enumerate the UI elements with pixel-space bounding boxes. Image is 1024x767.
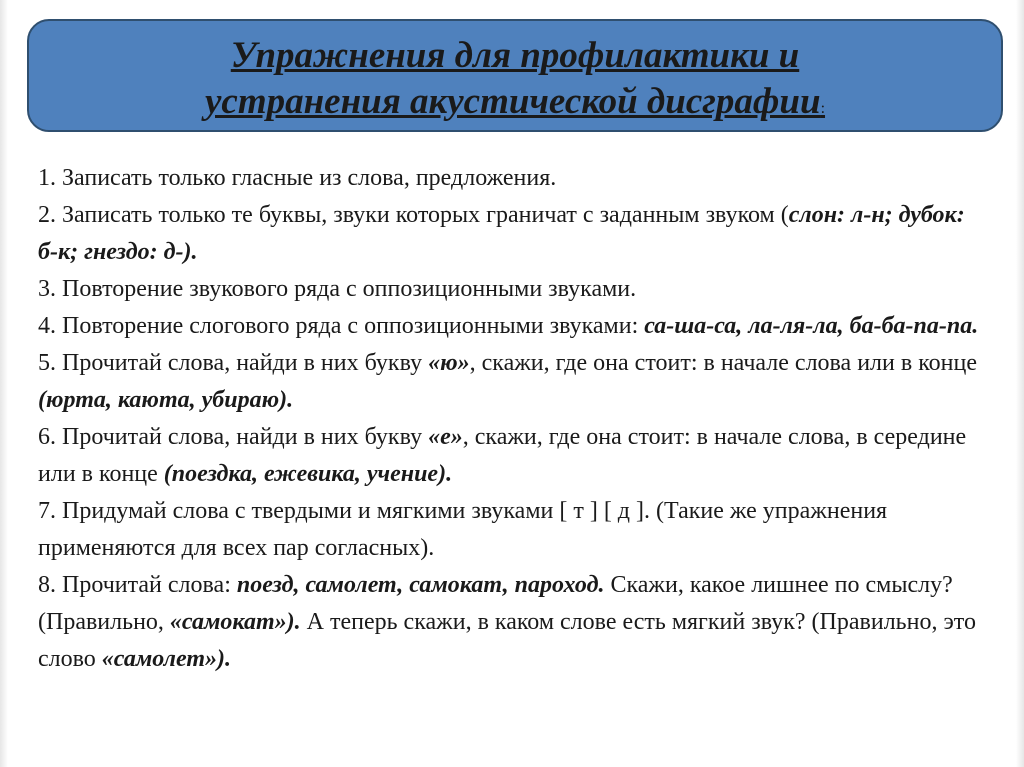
exercise-text: 4. Повторение слогового ряда с оппозиционными звуками: [38,313,645,339]
exercise-item [38,567,988,678]
exercise-text: Скажи, какое лишнее по смыслу? (Правильно, [38,572,953,635]
slide-edge-right [1016,0,1024,767]
exercise-text: 7. Придумай слова с твердыми и мягкими звуками [ т ] [ д ]. (Такие же упражнения применяются для всех пар согласных). [38,498,888,561]
exercise-text: , скажи, где она стоит: в начале слова или в конце [469,350,977,376]
exercise-example: са-ша-са, ла-ля-ла, ба-ба-па-па. [644,313,979,339]
title-line-2 [29,79,1001,132]
exercise-item [38,271,988,308]
exercise-answer: «самокат»). [169,609,301,635]
exercise-example: слон: л-н; дубок: б-к; гнездо: д-). [38,202,965,265]
title-colon: : [820,100,826,117]
exercise-text: 5. Прочитай слова, найди в них букву [38,350,429,376]
exercise-answer: «самолет»). [101,646,231,672]
exercise-item [38,419,988,493]
exercise-text: 8. Прочитай слова: [38,572,237,598]
exercise-text: 6. Прочитай слова, найди в них букву [38,424,429,450]
slide-edge-left [0,0,8,767]
exercise-item [38,345,988,419]
exercise-letter: «е» [428,424,463,450]
exercise-text: 2. Записать только те буквы, звуки которых граничат с заданным звуком ( [38,202,789,228]
title-line-1: Упражнения для профилактики и [230,35,800,76]
title-box [27,19,1003,132]
exercise-text: А теперь скажи, в каком слове есть мягкий звук? (Правильно, это слово [38,609,976,672]
exercise-letter: «ю» [428,350,470,376]
exercise-example: (юрта, каюта, убираю). [38,387,294,413]
title-line-2-text: устранения акустической дисграфии [204,81,821,122]
exercise-item [38,308,988,345]
exercise-item [38,197,988,271]
exercise-item [38,160,988,197]
exercise-text: , скажи, где она стоит: в начале слова, в середине или в конце [38,424,967,487]
exercise-item [38,493,988,567]
exercise-text: 1. Записать только гласные из слова, предложения. [38,165,557,191]
exercise-example: (поездка, ежевика, учение). [163,461,453,487]
exercise-text: 3. Повторение звукового ряда с оппозиционными звуками. [38,276,637,302]
exercise-example: поезд, самолет, самокат, пароход. [236,572,605,598]
exercise-list [38,160,988,678]
